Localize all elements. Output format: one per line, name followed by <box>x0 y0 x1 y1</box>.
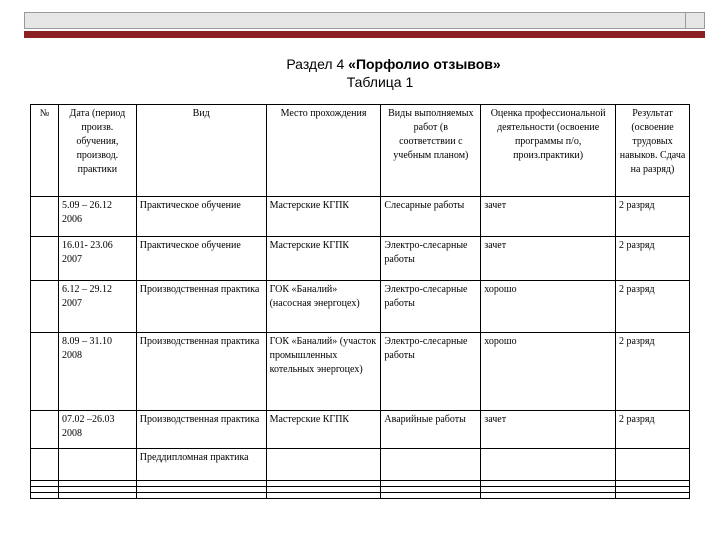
cell-works <box>381 449 481 481</box>
cell-empty <box>31 493 59 499</box>
table-row <box>31 411 690 449</box>
header-place: Место прохождения <box>266 105 381 197</box>
cell-date: 5.09 – 26.12 2006 <box>58 197 136 237</box>
cell-number <box>31 333 59 411</box>
cell-grade: зачет <box>481 237 616 281</box>
cell-grade: хорошо <box>481 333 616 411</box>
slide-top-bar-box <box>685 12 705 29</box>
cell-works: Электро-слесарные работы <box>381 237 481 281</box>
cell-kind: Производственная практика <box>136 411 266 449</box>
cell-result: 2 разряд <box>616 281 690 333</box>
table-row-empty <box>31 493 690 499</box>
cell-empty <box>616 493 690 499</box>
cell-works: Электро-слесарные работы <box>381 333 481 411</box>
cell-works: Слесарные работы <box>381 197 481 237</box>
cell-date: 07.02 –26.03 2008 <box>58 411 136 449</box>
table-caption: Таблица 1 <box>346 74 414 90</box>
table-row <box>31 197 690 237</box>
header-works: Виды выполняемых работ (в соответствии с учебным планом) <box>381 105 481 197</box>
cell-number <box>31 449 59 481</box>
slide-top-bar <box>24 12 705 29</box>
cell-place <box>266 449 381 481</box>
cell-empty <box>381 493 481 499</box>
cell-place: ГОК «Баналий» (участок промышленных котельных энергоцех) <box>266 333 381 411</box>
cell-result: 2 разряд <box>616 197 690 237</box>
cell-result <box>616 449 690 481</box>
cell-kind: Практическое обучение <box>136 197 266 237</box>
cell-result: 2 разряд <box>616 237 690 281</box>
cell-kind: Практическое обучение <box>136 237 266 281</box>
cell-number <box>31 197 59 237</box>
header-kind: Вид <box>136 105 266 197</box>
cell-place: ГОК «Баналий» (насосная энергоцех) <box>266 281 381 333</box>
table-row <box>31 237 690 281</box>
header-date: Дата (период произв. обучения, производ. практики <box>58 105 136 197</box>
slide-red-stripe <box>24 31 705 38</box>
cell-grade <box>481 449 616 481</box>
title-prefix: Раздел 4 <box>286 56 349 72</box>
cell-kind: Производственная практика <box>136 281 266 333</box>
cell-place: Мастерские КГПК <box>266 197 381 237</box>
cell-empty <box>58 493 136 499</box>
header-number: № <box>31 105 59 197</box>
cell-number <box>31 237 59 281</box>
cell-result: 2 разряд <box>616 411 690 449</box>
cell-grade: зачет <box>481 197 616 237</box>
cell-date: 16.01- 23.06 2007 <box>58 237 136 281</box>
cell-number <box>31 281 59 333</box>
cell-number <box>31 411 59 449</box>
cell-date: 6.12 – 29.12 2007 <box>58 281 136 333</box>
table-header-row <box>31 105 690 197</box>
table-row <box>31 281 690 333</box>
table-row <box>31 449 690 481</box>
portfolio-table <box>30 104 690 499</box>
cell-grade: хорошо <box>481 281 616 333</box>
cell-empty <box>266 493 381 499</box>
cell-kind: Производственная практика <box>136 333 266 411</box>
header-result: Результат (освоение трудовых навыков. Сдача на разряд) <box>616 105 690 197</box>
cell-result: 2 разряд <box>616 333 690 411</box>
title-bold: «Порфолио отзывов» <box>348 56 501 72</box>
cell-grade: зачет <box>481 411 616 449</box>
cell-place: Мастерские КГПК <box>266 411 381 449</box>
cell-works: Электро-слесарные работы <box>381 281 481 333</box>
page-title <box>0 56 720 72</box>
cell-date: 8.09 – 31.10 2008 <box>58 333 136 411</box>
cell-works: Аварийные работы <box>381 411 481 449</box>
cell-empty <box>481 493 616 499</box>
header-grade: Оценка профессиональной деятельности (освоение программы п/о, произ.практики) <box>481 105 616 197</box>
cell-empty <box>136 493 266 499</box>
cell-date <box>58 449 136 481</box>
table-row <box>31 333 690 411</box>
cell-kind: Преддипломная практика <box>136 449 266 481</box>
cell-place: Мастерские КГПК <box>266 237 381 281</box>
